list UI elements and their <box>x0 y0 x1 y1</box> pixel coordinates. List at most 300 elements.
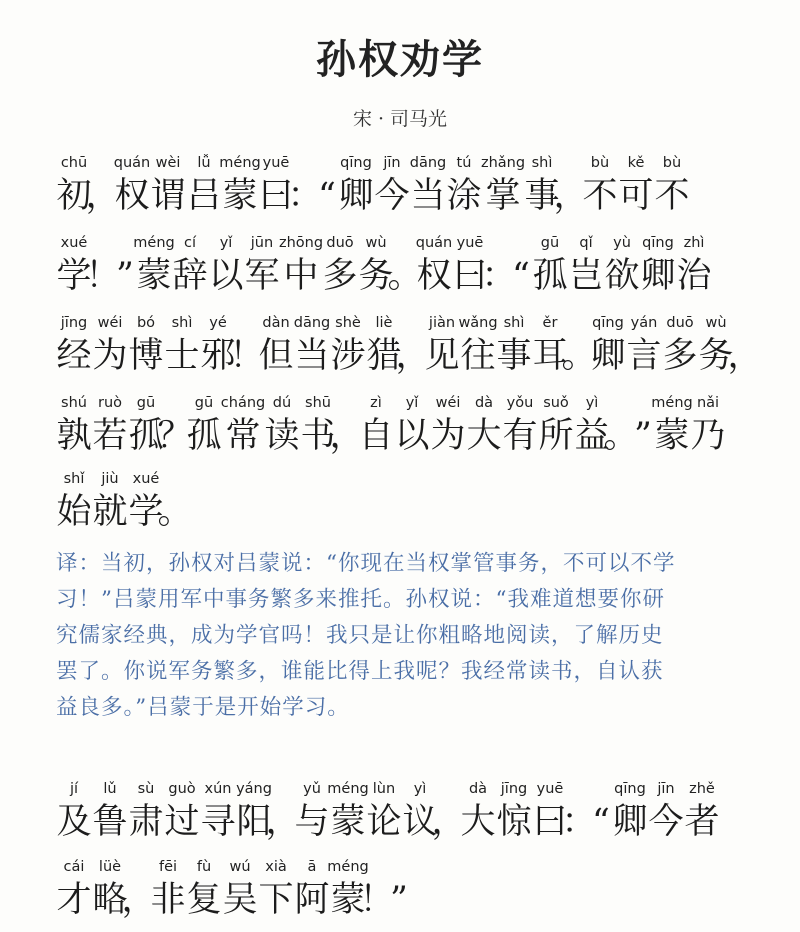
ruby-character <box>358 392 394 458</box>
hanzi: 权 <box>114 176 150 216</box>
pinyin: yǔ <box>303 781 321 797</box>
hanzi: ， <box>553 176 589 216</box>
ruby-character <box>258 856 294 922</box>
pinyin <box>599 778 604 800</box>
hanzi: 阿 <box>294 880 330 920</box>
ruby-character <box>164 312 200 378</box>
pinyin: cái <box>63 859 85 875</box>
pinyin: lùn <box>372 781 396 797</box>
pinyin: jīn <box>383 155 401 171</box>
hanzi: 卿 <box>338 176 374 216</box>
ruby-character <box>172 232 208 298</box>
punctuation <box>316 152 338 218</box>
pinyin: cí <box>183 235 196 251</box>
passage1-line-5 <box>56 468 193 534</box>
hanzi: 当 <box>294 336 330 376</box>
hanzi: 蒙 <box>330 802 366 842</box>
hanzi: 者 <box>684 802 720 842</box>
hanzi: 。 <box>157 492 193 532</box>
hanzi: 鲁 <box>92 802 128 842</box>
pinyin: yǐ <box>219 235 233 251</box>
ruby-character <box>92 468 128 534</box>
pinyin: bù <box>590 155 610 171</box>
pinyin: yǒu <box>506 395 534 411</box>
pinyin: lǔ <box>103 781 117 797</box>
hanzi: 。 <box>603 416 639 456</box>
hanzi: 孤 <box>186 416 222 456</box>
pinyin: zhōng <box>278 235 324 251</box>
hanzi: 往 <box>460 336 496 376</box>
punctuation <box>431 778 467 844</box>
hanzi: 大 <box>460 802 496 842</box>
pinyin: jiàn <box>428 315 456 331</box>
pinyin <box>411 312 416 334</box>
ruby-character <box>612 778 648 844</box>
hanzi: 涉 <box>330 336 366 376</box>
ruby-character <box>538 392 574 458</box>
hanzi: 阳 <box>236 802 272 842</box>
hanzi: ” <box>390 880 408 920</box>
ruby-character <box>416 232 452 298</box>
hanzi: 务 <box>698 336 734 376</box>
pinyin: shú <box>61 395 87 411</box>
hanzi: 但 <box>258 336 294 376</box>
hanzi: 学 <box>56 256 92 296</box>
hanzi: 议 <box>402 802 438 842</box>
hanzi: 过 <box>164 802 200 842</box>
punctuation <box>329 392 365 458</box>
pinyin <box>123 232 128 254</box>
pinyin: méng <box>133 235 175 251</box>
translation-line: 究儒家经典，成为学官吗！我只是让你粗略地阅读，了解历史 <box>56 623 664 648</box>
passage2-line-1 <box>56 778 720 844</box>
pinyin: jīng <box>60 315 88 331</box>
hanzi: 务 <box>358 256 394 296</box>
ruby-character <box>133 232 175 298</box>
hanzi: 为 <box>430 416 466 456</box>
hanzi: 当 <box>410 176 446 216</box>
ruby-character <box>568 232 604 298</box>
ruby-character <box>496 778 532 844</box>
ruby-character <box>446 152 482 218</box>
pinyin: wú <box>229 859 251 875</box>
pinyin <box>497 232 502 254</box>
pinyin: ā <box>307 859 317 875</box>
hanzi: ， <box>395 336 431 376</box>
ruby-character <box>502 392 538 458</box>
ruby-character <box>424 312 460 378</box>
pinyin: yì <box>413 781 427 797</box>
ruby-character <box>626 312 662 378</box>
hanzi: 才 <box>56 880 92 920</box>
pinyin: qīng <box>642 235 674 251</box>
hanzi: 读 <box>264 416 300 456</box>
pinyin: méng <box>327 859 369 875</box>
hanzi: “ <box>318 176 336 216</box>
hanzi: 事 <box>496 336 532 376</box>
ruby-character <box>366 778 402 844</box>
hanzi: 中 <box>283 256 319 296</box>
hanzi: 多 <box>322 256 358 296</box>
ruby-character <box>222 856 258 922</box>
pinyin: duō <box>326 235 354 251</box>
pinyin: yù <box>613 235 631 251</box>
punctuation <box>395 312 431 378</box>
hanzi: ， <box>431 802 467 842</box>
pinyin: dāng <box>409 155 447 171</box>
hanzi: 。 <box>561 336 597 376</box>
hanzi: 所 <box>538 416 574 456</box>
ruby-character <box>322 232 358 298</box>
hanzi: 言 <box>626 336 662 376</box>
ruby-character <box>258 312 294 378</box>
passage1-line-1 <box>56 152 690 218</box>
punctuation <box>553 152 589 218</box>
pinyin: shū <box>305 395 331 411</box>
hanzi: 今 <box>648 802 684 842</box>
pinyin: yuē <box>536 781 564 797</box>
passage1-line-3 <box>56 312 763 378</box>
hanzi: 卿 <box>612 802 648 842</box>
ruby-character <box>56 312 92 378</box>
pinyin: nǎi <box>696 395 720 411</box>
ruby-character <box>460 312 496 378</box>
pinyin: lüè <box>98 859 122 875</box>
pinyin: yuē <box>262 155 290 171</box>
hanzi: 曰 <box>452 256 488 296</box>
ruby-character <box>618 152 654 218</box>
pinyin <box>743 312 748 334</box>
hanzi: 书 <box>300 416 336 456</box>
punctuation <box>387 232 423 298</box>
author-line: 宋 · 司马光 <box>352 108 448 130</box>
hanzi: 曰 <box>532 802 568 842</box>
ruby-character <box>186 152 222 218</box>
hanzi: 寻 <box>200 802 236 842</box>
ruby-character <box>466 392 502 458</box>
hanzi: 卿 <box>640 256 676 296</box>
hanzi: 不 <box>582 176 618 216</box>
pinyin: qīng <box>340 155 372 171</box>
punctuation <box>229 312 265 378</box>
hanzi: 及 <box>56 802 92 842</box>
ruby-character <box>244 232 280 298</box>
ruby-character <box>648 778 684 844</box>
hanzi: 论 <box>366 802 402 842</box>
ruby-character <box>294 312 330 378</box>
translation-line: 罢了。你说军务繁多，谁能比得上我呢？我经常读书，自认获 <box>56 659 664 684</box>
punctuation <box>157 468 193 534</box>
punctuation <box>265 778 301 844</box>
pinyin: méng <box>327 781 369 797</box>
pinyin: qǐ <box>579 235 593 251</box>
hanzi: 学 <box>128 492 164 532</box>
ruby-character <box>222 392 264 458</box>
hanzi: 蒙 <box>330 880 366 920</box>
pinyin: gū <box>540 235 560 251</box>
pinyin: jīng <box>500 781 528 797</box>
hanzi: ， <box>329 416 365 456</box>
hanzi: ， <box>85 176 121 216</box>
pinyin: wèi <box>155 155 181 171</box>
punctuation <box>157 392 193 458</box>
ruby-character <box>604 232 640 298</box>
hanzi: 见 <box>424 336 460 376</box>
hanzi: ” <box>116 256 134 296</box>
ruby-character <box>690 392 726 458</box>
hanzi: 谓 <box>150 176 186 216</box>
pinyin: méng <box>219 155 261 171</box>
ruby-character <box>654 152 690 218</box>
pinyin: yǐ <box>405 395 419 411</box>
pinyin: tú <box>456 155 472 171</box>
ruby-character <box>200 778 236 844</box>
pinyin: lǚ <box>197 155 211 171</box>
punctuation <box>561 312 597 378</box>
pinyin: sù <box>137 781 155 797</box>
translation-line: 习！”吕蒙用军中事务繁多来推托。孙权说：“我难道想要你研 <box>56 587 665 612</box>
passage1-line-2 <box>56 232 712 298</box>
punctuation <box>388 856 410 922</box>
punctuation <box>561 778 597 844</box>
pinyin: chū <box>60 155 88 171</box>
ruby-character <box>280 232 322 298</box>
ruby-character <box>640 232 676 298</box>
ruby-character <box>264 392 300 458</box>
pinyin <box>403 232 408 254</box>
pinyin: qīng <box>592 315 624 331</box>
pinyin <box>569 152 574 174</box>
pinyin: gū <box>136 395 156 411</box>
punctuation <box>121 856 157 922</box>
pinyin: quán <box>113 155 151 171</box>
pinyin: cháng <box>220 395 266 411</box>
hanzi: 自 <box>358 416 394 456</box>
hanzi: ！ <box>85 256 121 296</box>
hanzi: 治 <box>676 256 712 296</box>
hanzi: ： <box>287 176 323 216</box>
ruby-character <box>92 392 128 458</box>
hanzi: 肃 <box>128 802 164 842</box>
hanzi: 权 <box>416 256 452 296</box>
pinyin: yì <box>585 395 599 411</box>
translation-line: 译：当初，孙权对吕蒙说：“你现在当权掌管事务，不可以不学 <box>56 551 676 576</box>
pinyin: wù <box>705 315 727 331</box>
hanzi: 惊 <box>496 802 532 842</box>
pinyin: qīng <box>614 781 646 797</box>
pinyin: kě <box>627 155 645 171</box>
ruby-character <box>482 152 524 218</box>
pinyin: jí <box>69 781 79 797</box>
ruby-character <box>496 312 532 378</box>
hanzi: ！ <box>229 336 265 376</box>
pinyin: liè <box>375 315 393 331</box>
hanzi: 卿 <box>590 336 626 376</box>
translation-block <box>56 546 756 726</box>
punctuation <box>510 232 532 298</box>
translation-line: 益良多。”吕蒙于是开始学习。 <box>56 695 350 720</box>
pinyin: jiù <box>101 471 119 487</box>
pinyin: yán <box>630 315 658 331</box>
pinyin: xià <box>265 859 287 875</box>
hanzi: 军 <box>244 256 280 296</box>
pinyin: shì <box>503 315 525 331</box>
hanzi: ： <box>561 802 597 842</box>
hanzi: ， <box>265 802 301 842</box>
ruby-character <box>590 312 626 378</box>
hanzi: 猎 <box>366 336 402 376</box>
pinyin: yuē <box>456 235 484 251</box>
pinyin: wéi <box>435 395 461 411</box>
pinyin <box>577 778 582 800</box>
passage2-line-2 <box>56 856 410 922</box>
hanzi: 掌 <box>485 176 521 216</box>
pinyin: ruò <box>97 395 123 411</box>
ruby-character <box>92 778 128 844</box>
hanzi: 以 <box>394 416 430 456</box>
ruby-character <box>56 468 92 534</box>
ruby-character <box>114 152 150 218</box>
hanzi: 初 <box>56 176 92 216</box>
pinyin <box>375 856 380 878</box>
punctuation <box>359 856 395 922</box>
ruby-character <box>327 778 369 844</box>
pinyin: méng <box>651 395 693 411</box>
hanzi: 辞 <box>172 256 208 296</box>
ruby-character <box>92 312 128 378</box>
hanzi: 复 <box>186 880 222 920</box>
hanzi: 可 <box>618 176 654 216</box>
hanzi: 以 <box>208 256 244 296</box>
ruby-character <box>294 856 330 922</box>
punctuation <box>481 232 517 298</box>
pinyin: yáng <box>236 781 272 797</box>
ruby-character <box>294 778 330 844</box>
punctuation <box>85 152 121 218</box>
passage1-line-4 <box>56 392 726 458</box>
pinyin: shì <box>531 155 553 171</box>
hanzi: 益 <box>574 416 610 456</box>
pinyin <box>137 856 142 878</box>
hanzi: 多 <box>662 336 698 376</box>
hanzi: 大 <box>466 416 502 456</box>
hanzi: 略 <box>92 880 128 920</box>
pinyin <box>173 392 178 414</box>
pinyin <box>641 392 646 414</box>
pinyin: quán <box>415 235 453 251</box>
punctuation <box>603 392 639 458</box>
pinyin: dú <box>272 395 292 411</box>
pinyin: dàn <box>262 315 290 331</box>
pinyin: jūn <box>250 235 274 251</box>
pinyin: wù <box>365 235 387 251</box>
ruby-character <box>532 232 568 298</box>
hanzi: 欲 <box>604 256 640 296</box>
hanzi: “ <box>512 256 530 296</box>
pinyin <box>345 392 350 414</box>
pinyin: dāng <box>293 315 331 331</box>
ruby-character <box>186 856 222 922</box>
pinyin: ěr <box>542 315 558 331</box>
hanzi: ” <box>634 416 652 456</box>
hanzi: ， <box>727 336 763 376</box>
pinyin <box>101 232 106 254</box>
ruby-character <box>164 778 200 844</box>
pinyin <box>325 152 330 174</box>
ruby-character <box>676 232 712 298</box>
page-title: 孙权劝学 <box>316 36 484 83</box>
pinyin <box>303 152 308 174</box>
hanzi: 为 <box>92 336 128 376</box>
ruby-character <box>430 392 466 458</box>
hanzi: 与 <box>294 802 330 842</box>
punctuation <box>85 232 121 298</box>
pinyin: bó <box>136 315 156 331</box>
ruby-character <box>56 856 92 922</box>
hanzi: 。 <box>387 256 423 296</box>
pinyin: zì <box>370 395 382 411</box>
pinyin: dà <box>474 395 494 411</box>
hanzi: ？ <box>157 416 193 456</box>
pinyin: zhǎng <box>480 155 526 171</box>
hanzi: 耳 <box>532 336 568 376</box>
hanzi: 吕 <box>186 176 222 216</box>
ruby-character <box>460 778 496 844</box>
hanzi: 博 <box>128 336 164 376</box>
ruby-character <box>208 232 244 298</box>
ruby-character <box>330 312 366 378</box>
pinyin: suǒ <box>543 395 569 411</box>
hanzi: 始 <box>56 492 92 532</box>
pinyin: zhě <box>689 781 715 797</box>
pinyin: wéi <box>97 315 123 331</box>
hanzi: 吴 <box>222 880 258 920</box>
hanzi: 乃 <box>690 416 726 456</box>
pinyin: shì <box>171 315 193 331</box>
hanzi: ： <box>481 256 517 296</box>
pinyin: shè <box>335 315 361 331</box>
hanzi: 孰 <box>56 416 92 456</box>
ruby-character <box>394 392 430 458</box>
punctuation <box>590 778 612 844</box>
hanzi: 若 <box>92 416 128 456</box>
pinyin: xué <box>60 235 88 251</box>
ruby-character <box>582 152 618 218</box>
pinyin: xún <box>204 781 232 797</box>
ruby-character <box>410 152 446 218</box>
ruby-character <box>128 312 164 378</box>
hanzi: 常 <box>225 416 261 456</box>
pinyin <box>245 312 250 334</box>
pinyin: gū <box>194 395 214 411</box>
hanzi: 蒙 <box>222 176 258 216</box>
hanzi: 经 <box>56 336 92 376</box>
pinyin: jīn <box>657 781 675 797</box>
ruby-character <box>128 778 164 844</box>
hanzi: 士 <box>164 336 200 376</box>
hanzi: 孤 <box>532 256 568 296</box>
pinyin <box>101 152 106 174</box>
ruby-character <box>150 152 186 218</box>
pinyin: shǐ <box>63 471 85 487</box>
pinyin <box>447 778 452 800</box>
hanzi: 蒙 <box>654 416 690 456</box>
hanzi: 就 <box>92 492 128 532</box>
hanzi: 岂 <box>568 256 604 296</box>
hanzi: 下 <box>258 880 294 920</box>
ruby-character <box>56 392 92 458</box>
pinyin <box>619 392 624 414</box>
